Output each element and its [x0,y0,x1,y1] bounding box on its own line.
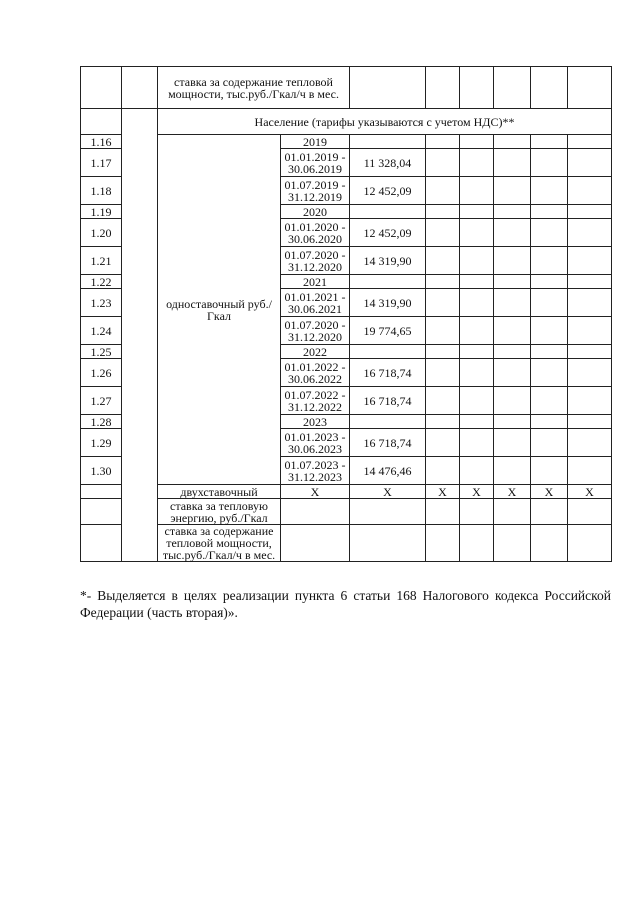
two-rate-label: двухставочный [158,485,281,499]
x-mark: Х [531,485,568,499]
tariff-value: 19 774,65 [350,317,426,345]
tariff-value: 16 718,74 [350,429,426,457]
tariff-value: 11 328,04 [350,149,426,177]
period-cell: 01.07.2022 - 31.12.2022 [281,387,350,415]
period-cell: 01.07.2019 - 31.12.2019 [281,177,350,205]
row-number: 1.20 [81,219,122,247]
row-number: 1.18 [81,177,122,205]
year-cell: 2019 [281,135,350,149]
row-number: 1.23 [81,289,122,317]
row-number: 1.27 [81,387,122,415]
row-number: 1.17 [81,149,122,177]
year-cell: 2023 [281,415,350,429]
row-number: 1.21 [81,247,122,275]
tariff-value: 16 718,74 [350,359,426,387]
row-number: 1.28 [81,415,122,429]
single-rate-label: одноставочный руб./Гкал [158,135,281,485]
x-mark: Х [460,485,494,499]
x-mark: Х [350,485,426,499]
capacity-rate-label: ставка за содержание тепловой мощности, тыс.руб./Гкал/ч в мес. [158,67,350,109]
x-mark: Х [568,485,612,499]
energy-rate-label: ставка за тепловую энергию, руб./Гкал [158,499,281,525]
section-title: Население (тарифы указываются с учетом НДС)** [158,109,612,135]
year-cell: 2020 [281,205,350,219]
footnote: *- Выделяется в целях реализации пункта 6 статьи 168 Налогового кодекса Российской Федерации (часть вторая)». [80,588,611,620]
year-cell: 2022 [281,345,350,359]
row-number: 1.26 [81,359,122,387]
table-row [81,485,612,499]
capacity-rate-label: ставка за содержание тепловой мощности, тыс.руб./Гкал/ч в мес. [158,525,281,562]
table-row [81,67,612,109]
row-number: 1.25 [81,345,122,359]
x-mark: Х [426,485,460,499]
tariff-value: 14 319,90 [350,289,426,317]
row-number: 1.24 [81,317,122,345]
period-cell: 01.01.2023 - 30.06.2023 [281,429,350,457]
row-number: 1.19 [81,205,122,219]
year-cell: 2021 [281,275,350,289]
tariff-value: 12 452,09 [350,177,426,205]
x-mark: Х [281,485,350,499]
row-number: 1.30 [81,457,122,485]
table-row [81,525,612,562]
period-cell: 01.01.2021 - 30.06.2021 [281,289,350,317]
tariff-value: 14 476,46 [350,457,426,485]
tariff-value: 12 452,09 [350,219,426,247]
period-cell: 01.07.2020 - 31.12.2020 [281,247,350,275]
period-cell: 01.01.2019 - 30.06.2019 [281,149,350,177]
x-mark: Х [494,485,531,499]
table-row [81,109,612,135]
period-cell: 01.07.2023 - 31.12.2023 [281,457,350,485]
row-number: 1.29 [81,429,122,457]
tariff-table [80,66,612,562]
tariff-value: 16 718,74 [350,387,426,415]
row-number: 1.22 [81,275,122,289]
row-number: 1.16 [81,135,122,149]
table-row [81,135,612,149]
period-cell: 01.07.2020 - 31.12.2020 [281,317,350,345]
tariff-value: 14 319,90 [350,247,426,275]
period-cell: 01.01.2022 - 30.06.2022 [281,359,350,387]
period-cell: 01.01.2020 - 30.06.2020 [281,219,350,247]
table-row [81,499,612,525]
